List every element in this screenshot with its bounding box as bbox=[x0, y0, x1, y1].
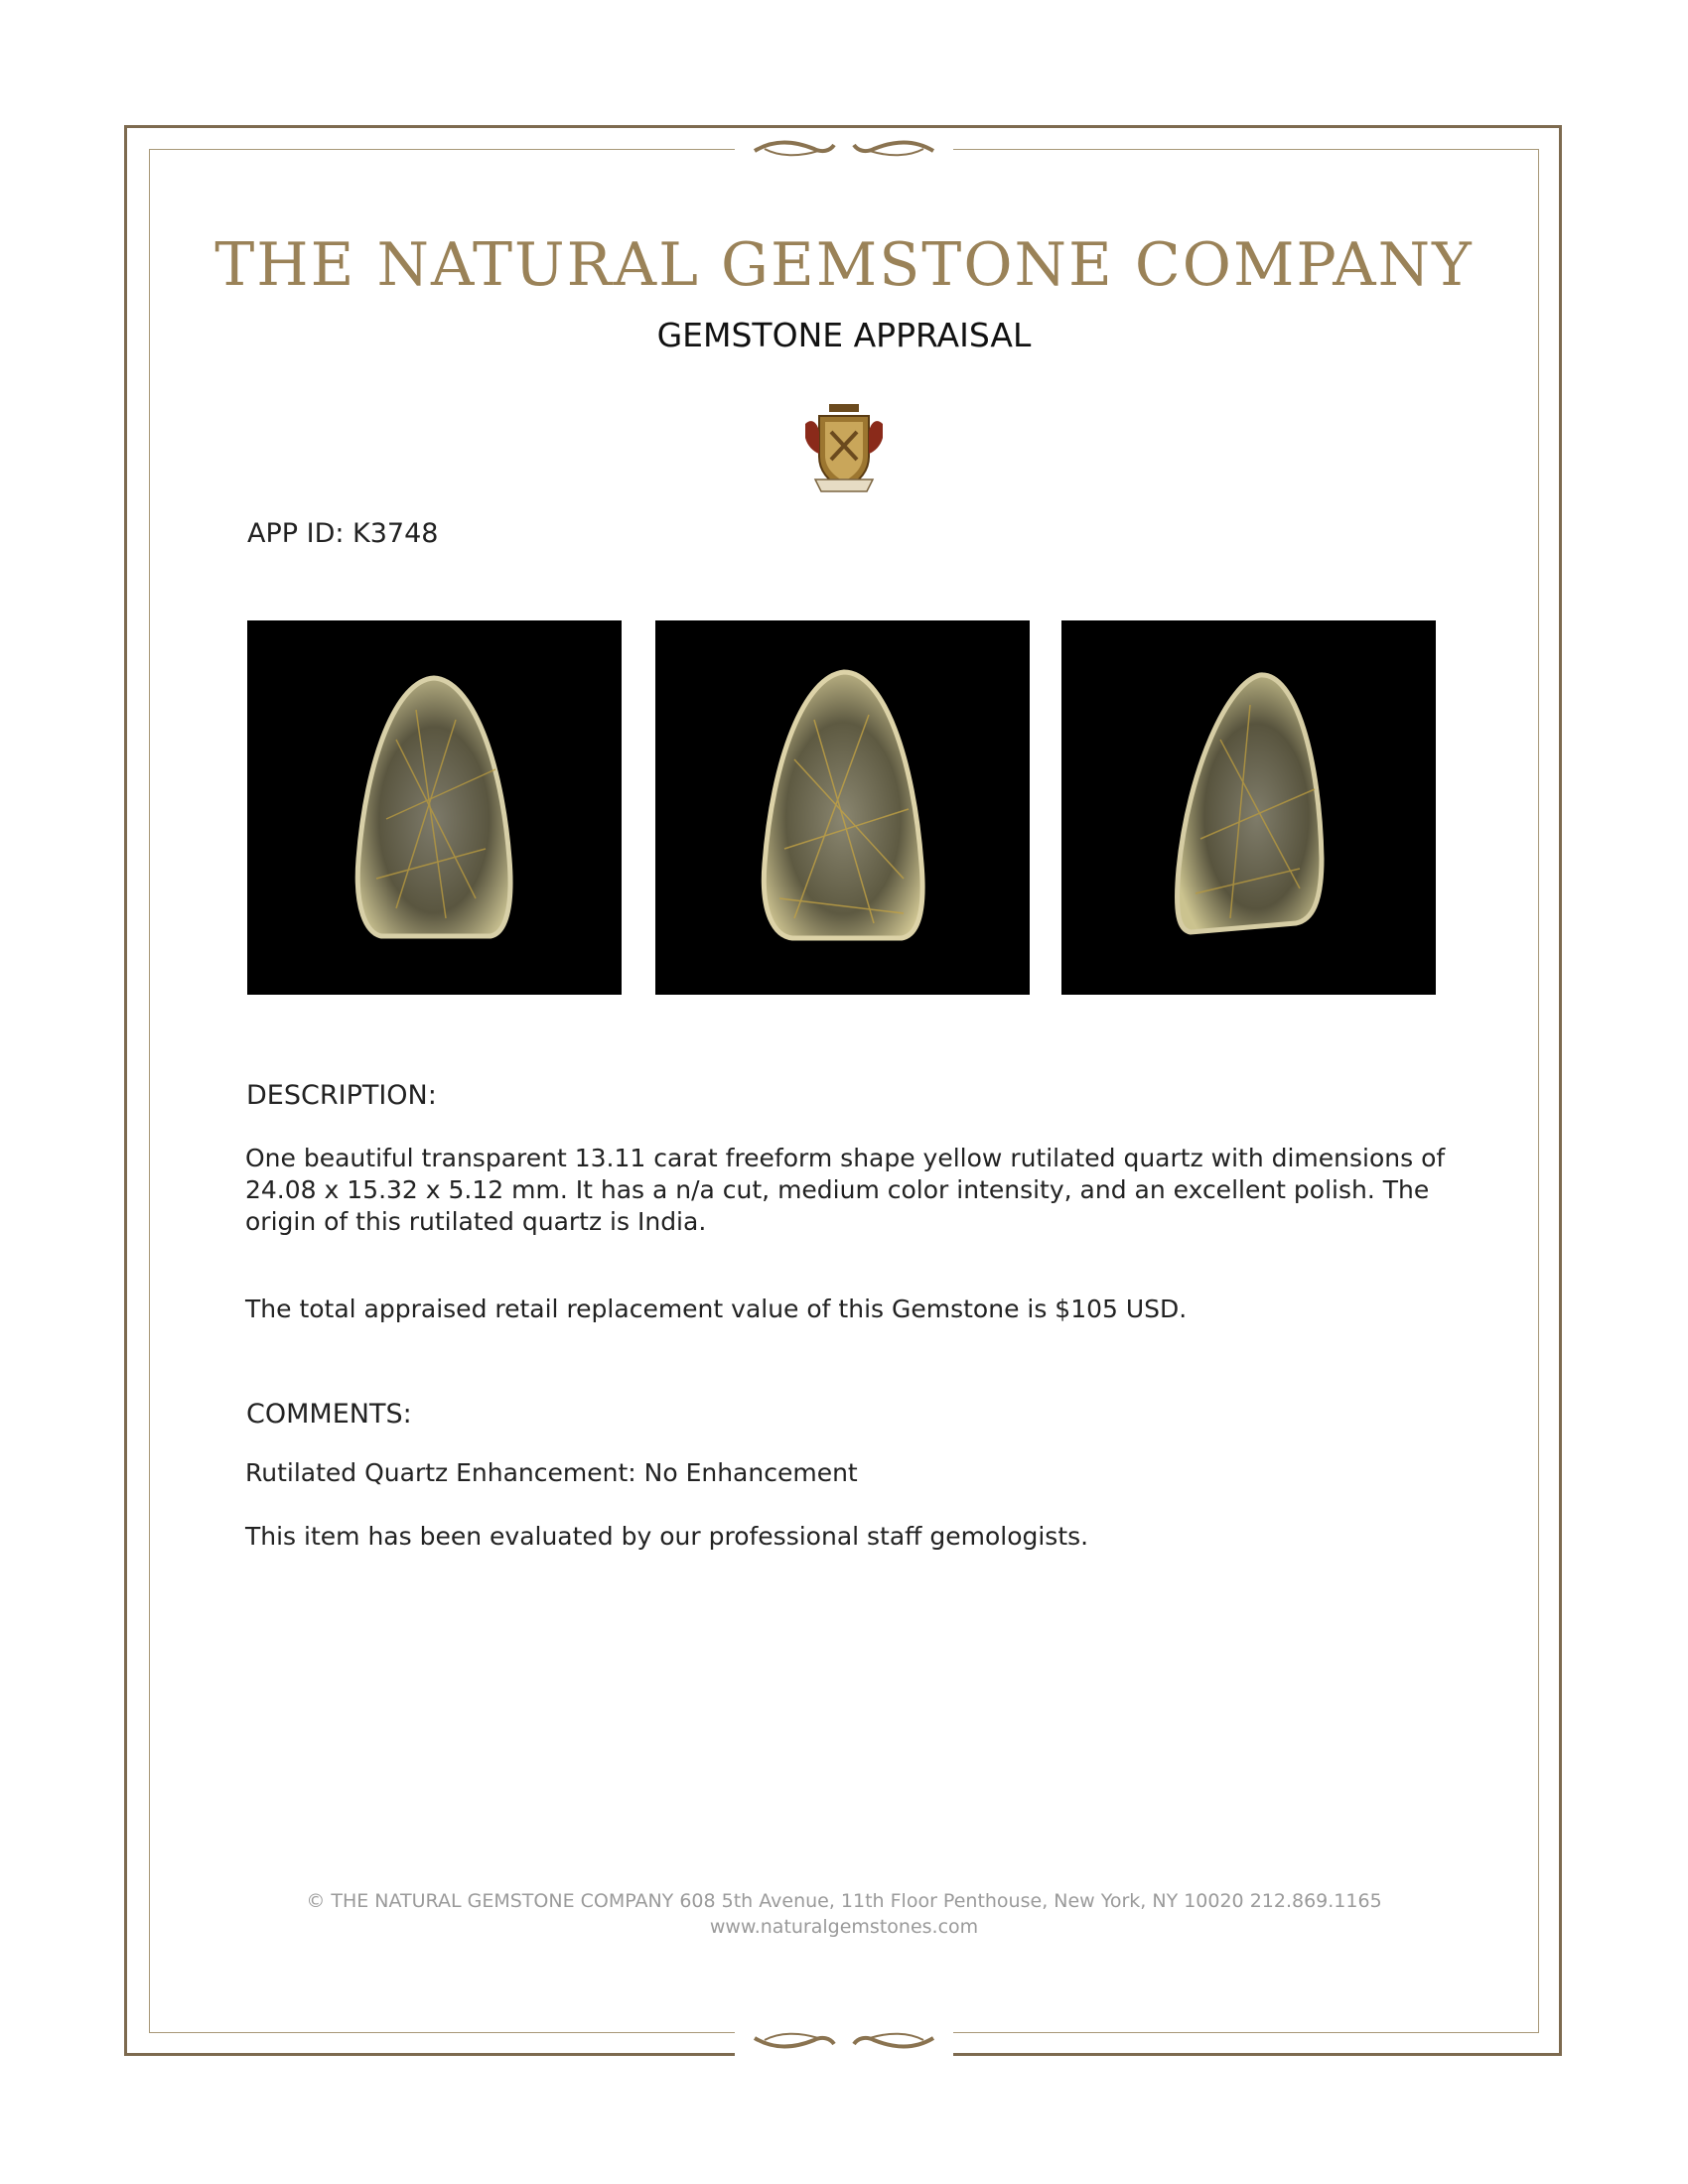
gem-photo-side bbox=[1061, 620, 1436, 995]
bottom-flourish-ornament bbox=[735, 2020, 953, 2060]
evaluation-comment: This item has been evaluated by our professional staff gemologists. bbox=[245, 1522, 1089, 1551]
app-id: APP ID: K3748 bbox=[247, 518, 439, 549]
gem-photo-front bbox=[247, 620, 622, 995]
gem-photo-angle bbox=[655, 620, 1030, 995]
company-crest-logo bbox=[801, 402, 887, 496]
footer-website: www.naturalgemstones.com bbox=[709, 1916, 979, 1938]
description-heading: DESCRIPTION: bbox=[246, 1080, 437, 1111]
enhancement-comment: Rutilated Quartz Enhancement: No Enhancement bbox=[245, 1458, 858, 1487]
document-title: GEMSTONE APPRAISAL bbox=[656, 316, 1032, 354]
company-name: THE NATURAL GEMSTONE COMPANY bbox=[214, 230, 1474, 300]
top-flourish-ornament bbox=[735, 129, 953, 169]
description-text: One beautiful transparent 13.11 carat freeform shape yellow rutilated quartz with dimensions of 24.08 x 15.32 x 5.12 mm. It has a n/a cut, medium color intensity, and an excellent polish. The origin of this rutilated quartz is India. bbox=[245, 1144, 1446, 1236]
footer-address: © THE NATURAL GEMSTONE COMPANY 608 5th Avenue, 11th Floor Penthouse, New York, NY 10020 212.869.1165 bbox=[306, 1890, 1382, 1912]
appraised-value-statement: The total appraised retail replacement value of this Gemstone is $105 USD. bbox=[245, 1295, 1188, 1323]
comments-heading: COMMENTS: bbox=[246, 1399, 412, 1430]
